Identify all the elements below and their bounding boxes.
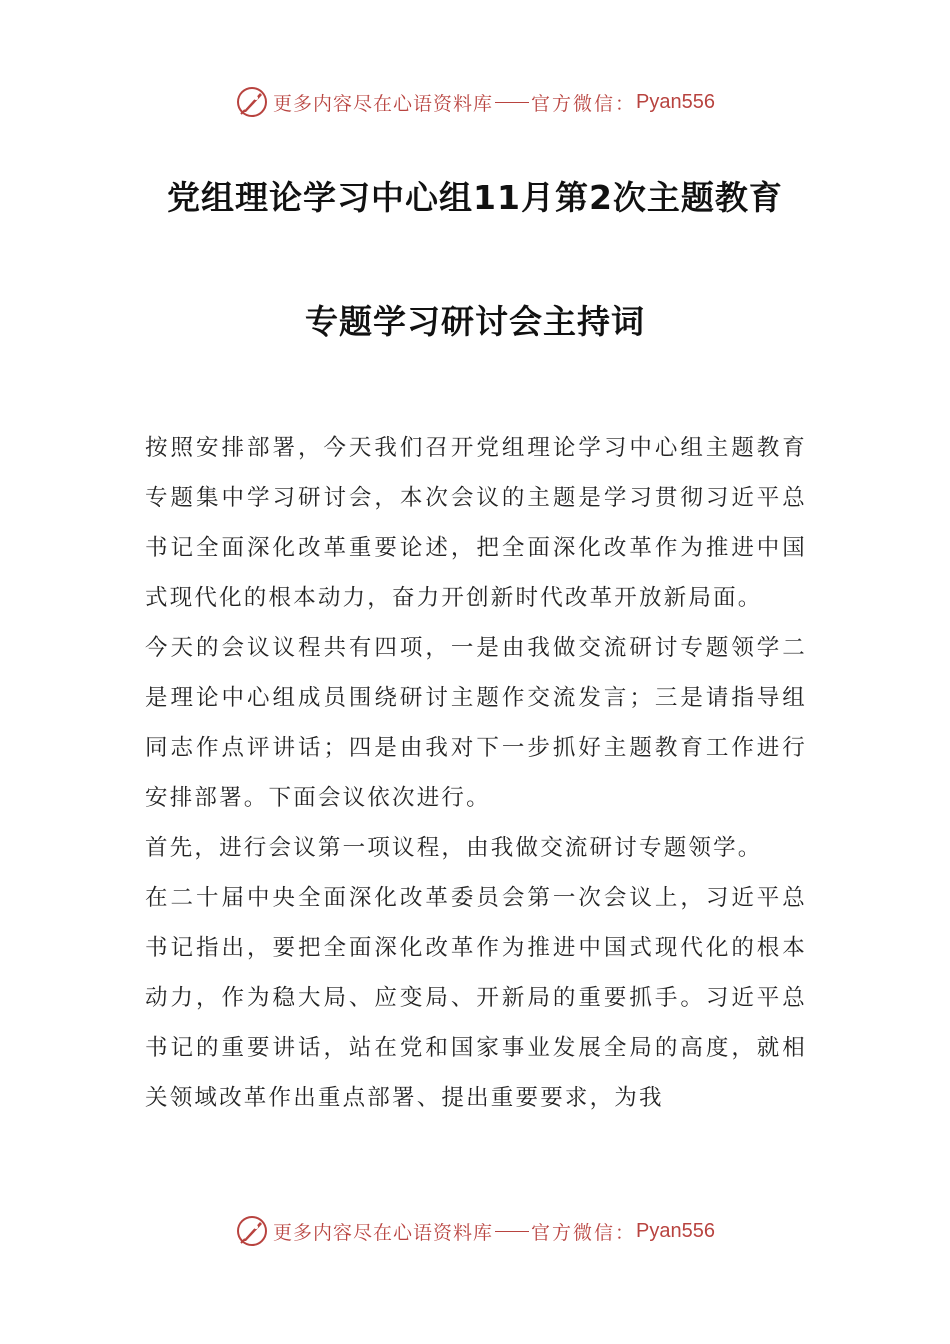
- body-paragraph: 今天的会议议程共有四项，一是由我做交流研讨专题领学二是理论中心组成员围绕研讨主题作交流发言；三是请指导组同志作点评讲话；四是由我对下一步抓好主题教育工作进行安排部署。下面会议依次进行。: [145, 635, 807, 811]
- watermark-label: 官方微信：: [531, 1221, 637, 1244]
- watermark-wechat-id: Pyan556: [636, 1219, 715, 1242]
- document-title-line-2: 专题学习研讨会主持词: [305, 302, 645, 341]
- document-body: [145, 423, 807, 1123]
- quill-pen-icon: [235, 85, 269, 119]
- body-paragraph: 在二十届中央全面深化改革委员会第一次会议上，习近平总书记指出，要把全面深化改革作为推进中国式现代化的根本动力，作为稳大局、应变局、开新局的重要抓手。习近平总书记的重要讲话，站在党和国家事业发展全局的高度，就相关领域改革作出重点部署、提出重要要求，为我: [145, 885, 807, 1111]
- quill-pen-icon: [235, 1214, 269, 1248]
- body-paragraph: 按照安排部署，今天我们召开党组理论学习中心组主题教育专题集中学习研讨会，本次会议的主题是学习贯彻习近平总书记全面深化改革重要论述，把全面深化改革作为推进中国式现代化的根本动力，奋力开创新时代改革开放新局面。: [145, 435, 807, 611]
- footer-watermark-banner: [0, 1211, 950, 1251]
- watermark-text: 更多内容尽在心语资料库: [273, 1221, 494, 1244]
- body-paragraph: 首先，进行会议第一项议程，由我做交流研讨专题领学。: [145, 835, 763, 861]
- watermark-wechat-id: Pyan556: [636, 90, 715, 113]
- watermark-divider: [495, 102, 529, 103]
- watermark-text: 更多内容尽在心语资料库: [273, 92, 494, 115]
- watermark-label: 官方微信：: [531, 92, 637, 115]
- document-title-line-1: 党组理论学习中心组11月第2次主题教育: [167, 178, 783, 217]
- watermark-divider: [495, 1231, 529, 1232]
- header-watermark-banner: [0, 82, 950, 122]
